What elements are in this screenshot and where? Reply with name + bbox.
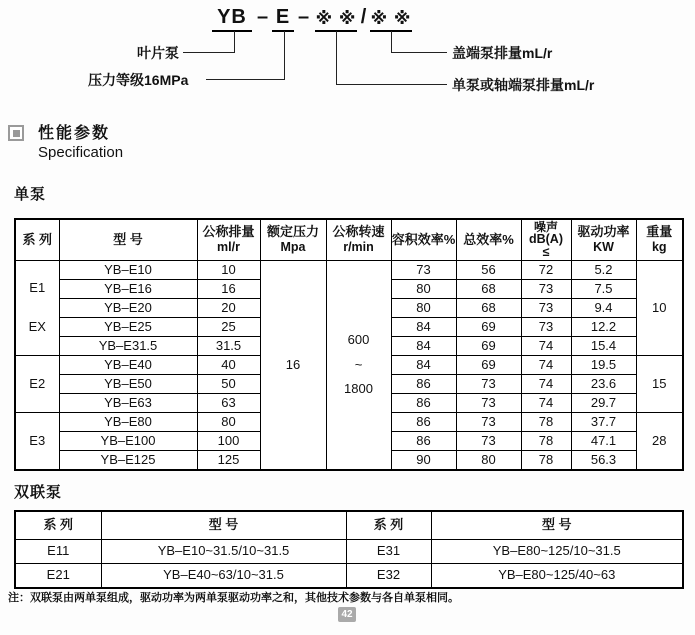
cell-model: YB–E40 bbox=[59, 356, 197, 375]
cell-volumetric-efficiency: 84 bbox=[391, 337, 456, 356]
cell-model: YB–E25 bbox=[59, 318, 197, 337]
header-pressure: 额定压力 Mpa bbox=[260, 219, 326, 261]
header-power: 驱动功率 KW bbox=[571, 219, 636, 261]
header-total-efficiency: 总效率% bbox=[456, 219, 521, 261]
cell-total-efficiency: 69 bbox=[456, 318, 521, 337]
cell-noise: 74 bbox=[521, 356, 571, 375]
single-pump-header-row bbox=[15, 219, 683, 261]
cell-volumetric-efficiency: 86 bbox=[391, 375, 456, 394]
cell-displacement: 16 bbox=[197, 280, 260, 299]
header-series: 系 列 bbox=[15, 511, 101, 540]
label-cover-end-displacement: 盖端泵排量mL/r bbox=[452, 45, 553, 61]
cell-noise: 74 bbox=[521, 394, 571, 413]
cell-series-e3: E3 bbox=[15, 413, 59, 471]
cell-model: YB–E63 bbox=[59, 394, 197, 413]
cell-noise: 73 bbox=[521, 299, 571, 318]
cell-noise: 73 bbox=[521, 318, 571, 337]
cell-displacement: 31.5 bbox=[197, 337, 260, 356]
cell-volumetric-efficiency: 84 bbox=[391, 356, 456, 375]
model-code-cover-placeholder: ※ ※ bbox=[370, 6, 412, 32]
model-code-dash: – bbox=[256, 6, 270, 28]
cell-model: YB–E125 bbox=[59, 451, 197, 471]
cell-power: 5.2 bbox=[571, 261, 636, 280]
cell-pressure: 16 bbox=[260, 261, 326, 471]
cell-power: 47.1 bbox=[571, 432, 636, 451]
header-weight: 重量 kg bbox=[636, 219, 683, 261]
cell-total-efficiency: 56 bbox=[456, 261, 521, 280]
header-speed: 公称转速 r/min bbox=[326, 219, 391, 261]
header-noise: 噪声 dB(A) ≤ bbox=[521, 219, 571, 261]
model-code-slash: / bbox=[360, 6, 368, 28]
cell-series: E32 bbox=[346, 564, 431, 589]
label-shaft-end-displacement: 单泵或轴端泵排量mL/r bbox=[452, 77, 595, 93]
cell-total-efficiency: 69 bbox=[456, 356, 521, 375]
cell-displacement: 40 bbox=[197, 356, 260, 375]
cell-power: 23.6 bbox=[571, 375, 636, 394]
cell-model: YB–E10 bbox=[59, 261, 197, 280]
table-row bbox=[15, 540, 683, 564]
header-model: 型 号 bbox=[431, 511, 683, 540]
cell-total-efficiency: 73 bbox=[456, 413, 521, 432]
cell-total-efficiency: 73 bbox=[456, 432, 521, 451]
cell-model: YB–E16 bbox=[59, 280, 197, 299]
model-code-dash: – bbox=[297, 6, 311, 28]
cell-noise: 78 bbox=[521, 413, 571, 432]
header-series: 系 列 bbox=[346, 511, 431, 540]
cell-power: 37.7 bbox=[571, 413, 636, 432]
cell-power: 9.4 bbox=[571, 299, 636, 318]
label-pressure-grade: 压力等级16MPa bbox=[88, 72, 189, 88]
cell-volumetric-efficiency: 86 bbox=[391, 413, 456, 432]
cell-series: E21 bbox=[15, 564, 101, 589]
single-pump-table bbox=[14, 218, 684, 471]
cell-volumetric-efficiency: 86 bbox=[391, 432, 456, 451]
cell-noise: 72 bbox=[521, 261, 571, 280]
label-vane-pump: 叶片泵 bbox=[137, 45, 179, 61]
cell-total-efficiency: 68 bbox=[456, 280, 521, 299]
cell-displacement: 10 bbox=[197, 261, 260, 280]
cell-noise: 73 bbox=[521, 280, 571, 299]
cell-noise: 74 bbox=[521, 337, 571, 356]
cell-series: E11 bbox=[15, 540, 101, 564]
cell-power: 56.3 bbox=[571, 451, 636, 471]
cell-model: YB–E10~31.5/10~31.5 bbox=[101, 540, 346, 564]
cell-series-e1ex: E1 EX bbox=[15, 261, 59, 356]
cell-displacement: 20 bbox=[197, 299, 260, 318]
cell-power: 12.2 bbox=[571, 318, 636, 337]
cell-noise: 78 bbox=[521, 432, 571, 451]
cell-total-efficiency: 73 bbox=[456, 375, 521, 394]
cell-model: YB–E20 bbox=[59, 299, 197, 318]
cell-volumetric-efficiency: 86 bbox=[391, 394, 456, 413]
cell-displacement: 50 bbox=[197, 375, 260, 394]
cell-displacement: 125 bbox=[197, 451, 260, 471]
cell-displacement: 80 bbox=[197, 413, 260, 432]
cell-power: 15.4 bbox=[571, 337, 636, 356]
cell-weight: 15 bbox=[636, 356, 683, 413]
cell-weight: 28 bbox=[636, 413, 683, 471]
cell-volumetric-efficiency: 80 bbox=[391, 280, 456, 299]
page-number-badge: 42 bbox=[338, 607, 356, 622]
footnote: 注：双联泵由两单泵组成，驱动功率为两单泵驱动功率之和，其他技术参数与各自单泵相同。 bbox=[8, 592, 459, 604]
cell-total-efficiency: 69 bbox=[456, 337, 521, 356]
header-model: 型 号 bbox=[101, 511, 346, 540]
single-pump-label: 单泵 bbox=[14, 186, 47, 203]
cell-weight: 10 bbox=[636, 261, 683, 356]
cell-model: YB–E80 bbox=[59, 413, 197, 432]
header-series: 系 列 bbox=[15, 219, 59, 261]
cell-total-efficiency: 80 bbox=[456, 451, 521, 471]
header-model: 型 号 bbox=[59, 219, 197, 261]
cell-model: YB–E50 bbox=[59, 375, 197, 394]
cell-power: 19.5 bbox=[571, 356, 636, 375]
header-volumetric-efficiency: 容积效率% bbox=[391, 219, 456, 261]
cell-volumetric-efficiency: 80 bbox=[391, 299, 456, 318]
header-displacement: 公称排量 ml/r bbox=[197, 219, 260, 261]
cell-power: 7.5 bbox=[571, 280, 636, 299]
cell-volumetric-efficiency: 84 bbox=[391, 318, 456, 337]
cell-model: YB–E40~63/10~31.5 bbox=[101, 564, 346, 589]
connector-line-cover-end bbox=[391, 31, 447, 53]
cell-series: E31 bbox=[346, 540, 431, 564]
cell-speed: 600 ~ 1800 bbox=[326, 261, 391, 471]
cell-total-efficiency: 73 bbox=[456, 394, 521, 413]
cell-model: YB–E31.5 bbox=[59, 337, 197, 356]
cell-volumetric-efficiency: 90 bbox=[391, 451, 456, 471]
cell-total-efficiency: 68 bbox=[456, 299, 521, 318]
cell-model: YB–E100 bbox=[59, 432, 197, 451]
double-pump-table bbox=[14, 510, 684, 589]
table-row bbox=[15, 261, 683, 280]
double-pump-header-row bbox=[15, 511, 683, 540]
double-pump-label: 双联泵 bbox=[14, 484, 63, 501]
cell-volumetric-efficiency: 73 bbox=[391, 261, 456, 280]
cell-model: YB–E80~125/10~31.5 bbox=[431, 540, 683, 564]
connector-line-pressure-grade bbox=[206, 31, 285, 80]
section-title-en: Specification bbox=[38, 144, 124, 161]
cell-noise: 74 bbox=[521, 375, 571, 394]
cell-displacement: 25 bbox=[197, 318, 260, 337]
section-title-zh: 性能参数 bbox=[38, 125, 111, 142]
section-bullet-icon bbox=[8, 125, 24, 141]
cell-series-e2: E2 bbox=[15, 356, 59, 413]
cell-displacement: 63 bbox=[197, 394, 260, 413]
cell-displacement: 100 bbox=[197, 432, 260, 451]
model-code-series-letter: E bbox=[272, 6, 294, 32]
cell-noise: 78 bbox=[521, 451, 571, 471]
table-row bbox=[15, 564, 683, 589]
cell-model: YB–E80~125/40~63 bbox=[431, 564, 683, 589]
model-code-prefix: YB bbox=[212, 6, 252, 32]
cell-power: 29.7 bbox=[571, 394, 636, 413]
model-code-shaft-placeholder: ※ ※ bbox=[315, 6, 357, 32]
